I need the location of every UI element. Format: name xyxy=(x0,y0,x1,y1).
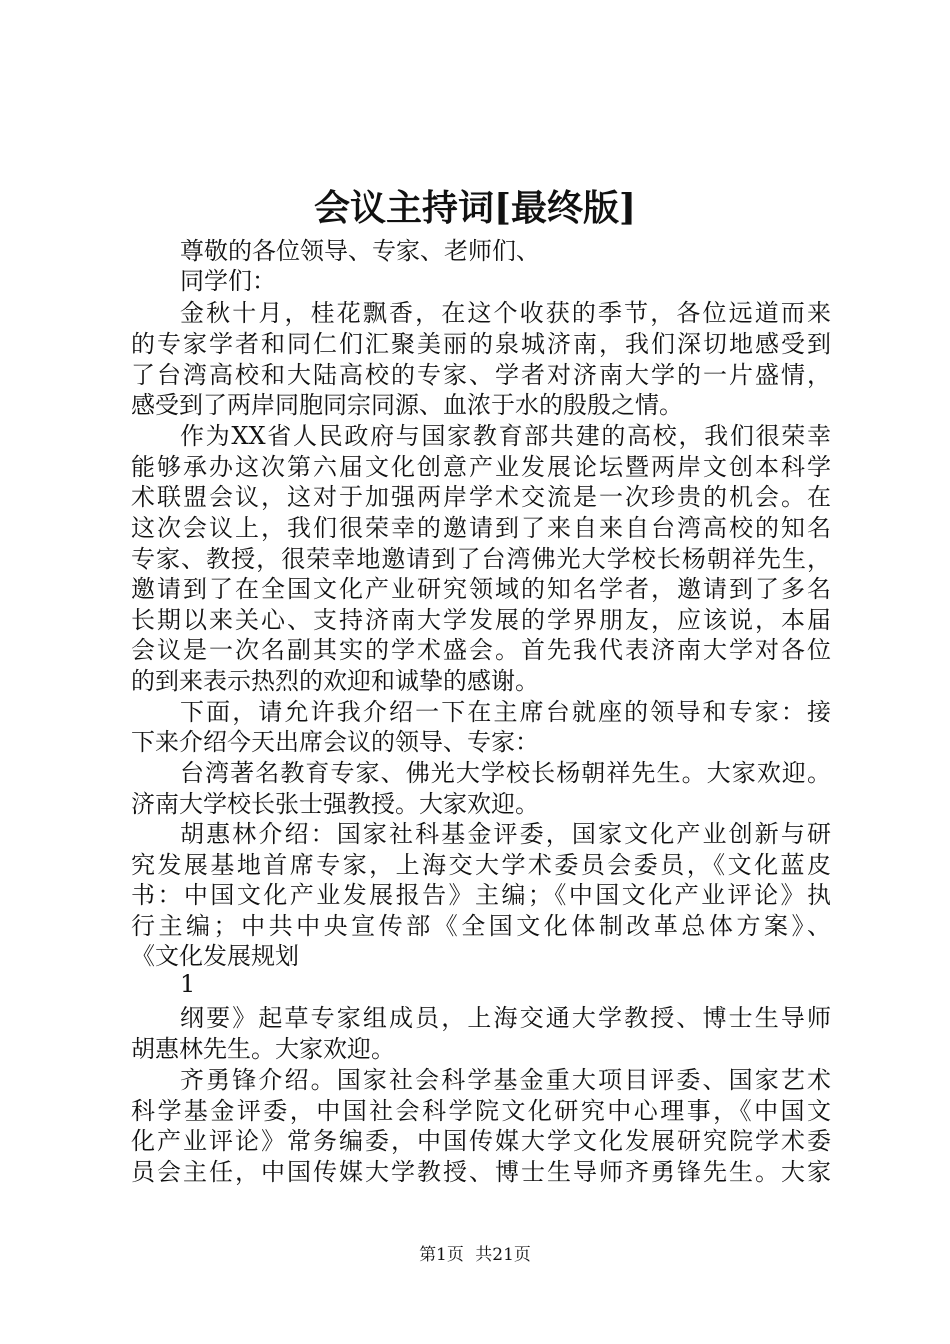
body-line: 究发展基地首席专家，上海交大学术委员会委员，《文化蓝皮 xyxy=(131,851,831,879)
footer-page-number: 第1页 xyxy=(419,1245,464,1265)
body-line: 书：中国文化产业发展报告》主编；《中国文化产业评论》执 xyxy=(131,881,831,909)
body-line: 下面，请允许我介绍一下在主席台就座的领导和专家：接 xyxy=(180,698,831,726)
body-line: 台湾著名教育专家、佛光大学校长杨朝祥先生。大家欢迎。 xyxy=(180,759,831,787)
inline-page-number: 1 xyxy=(180,970,196,998)
body-line: 科学基金评委，中国社会科学院文化研究中心理事，《中国文 xyxy=(131,1097,831,1125)
body-line: 专家、教授，很荣幸地邀请到了台湾佛光大学校长杨朝祥先生， xyxy=(131,545,831,573)
page-footer xyxy=(0,1243,950,1267)
body-line: 纲要》起草专家组成员，上海交通大学教授、博士生导师 xyxy=(180,1004,831,1032)
body-line: 行主编；中共中央宣传部《全国文化体制改革总体方案》、 xyxy=(131,912,831,940)
salutation-line: 同学们： xyxy=(180,267,276,295)
body-line: 术联盟会议，这对于加强两岸学术交流是一次珍贵的机会。在 xyxy=(131,483,831,511)
body-line: 能够承办这次第六届文化创意产业发展论坛暨两岸文创本科学 xyxy=(131,453,831,481)
body-line: 济南大学校长张士强教授。大家欢迎。 xyxy=(131,790,539,818)
body-line: 下来介绍今天出席会议的领导、专家： xyxy=(131,728,539,756)
body-line: 《文化发展规划 xyxy=(131,942,299,970)
body-line: 作为XX省人民政府与国家教育部共建的高校，我们很荣幸 xyxy=(180,422,831,450)
body-line: 了台湾高校和大陆高校的专家、学者对济南大学的一片盛情， xyxy=(131,361,831,389)
body-line: 胡惠林介绍：国家社科基金评委，国家文化产业创新与研 xyxy=(180,820,831,848)
body-line: 的专家学者和同仁们汇聚美丽的泉城济南，我们深切地感受到 xyxy=(131,330,831,358)
body-line: 化产业评论》常务编委，中国传媒大学文化发展研究院学术委 xyxy=(131,1127,831,1155)
body-line: 长期以来关心、支持济南大学发展的学界朋友，应该说，本届 xyxy=(131,606,831,634)
body-line: 这次会议上，我们很荣幸的邀请到了来自来自台湾高校的知名 xyxy=(131,514,831,542)
body-line: 齐勇锋介绍。国家社会科学基金重大项目评委、国家艺术 xyxy=(180,1066,831,1094)
body-line: 胡惠林先生。大家欢迎。 xyxy=(131,1035,395,1063)
body-line: 金秋十月，桂花飘香，在这个收获的季节，各位远道而来 xyxy=(180,299,831,327)
body-line: 的到来表示热烈的欢迎和诚挚的感谢。 xyxy=(131,667,539,695)
salutation-line: 尊敬的各位领导、专家、老师们、 xyxy=(180,237,540,265)
body-line: 会议是一次名副其实的学术盛会。首先我代表济南大学对各位 xyxy=(131,636,831,664)
body-line: 感受到了两岸同胞同宗同源、血浓于水的殷殷之情。 xyxy=(131,391,683,419)
document-title: 会议主持词[最终版] xyxy=(313,187,637,229)
body-line: 邀请到了在全国文化产业研究领域的知名学者，邀请到了多名 xyxy=(131,575,831,603)
body-line: 员会主任，中国传媒大学教授、博士生导师齐勇锋先生。大家 xyxy=(131,1158,831,1186)
footer-total-pages: 共21页 xyxy=(475,1245,531,1265)
